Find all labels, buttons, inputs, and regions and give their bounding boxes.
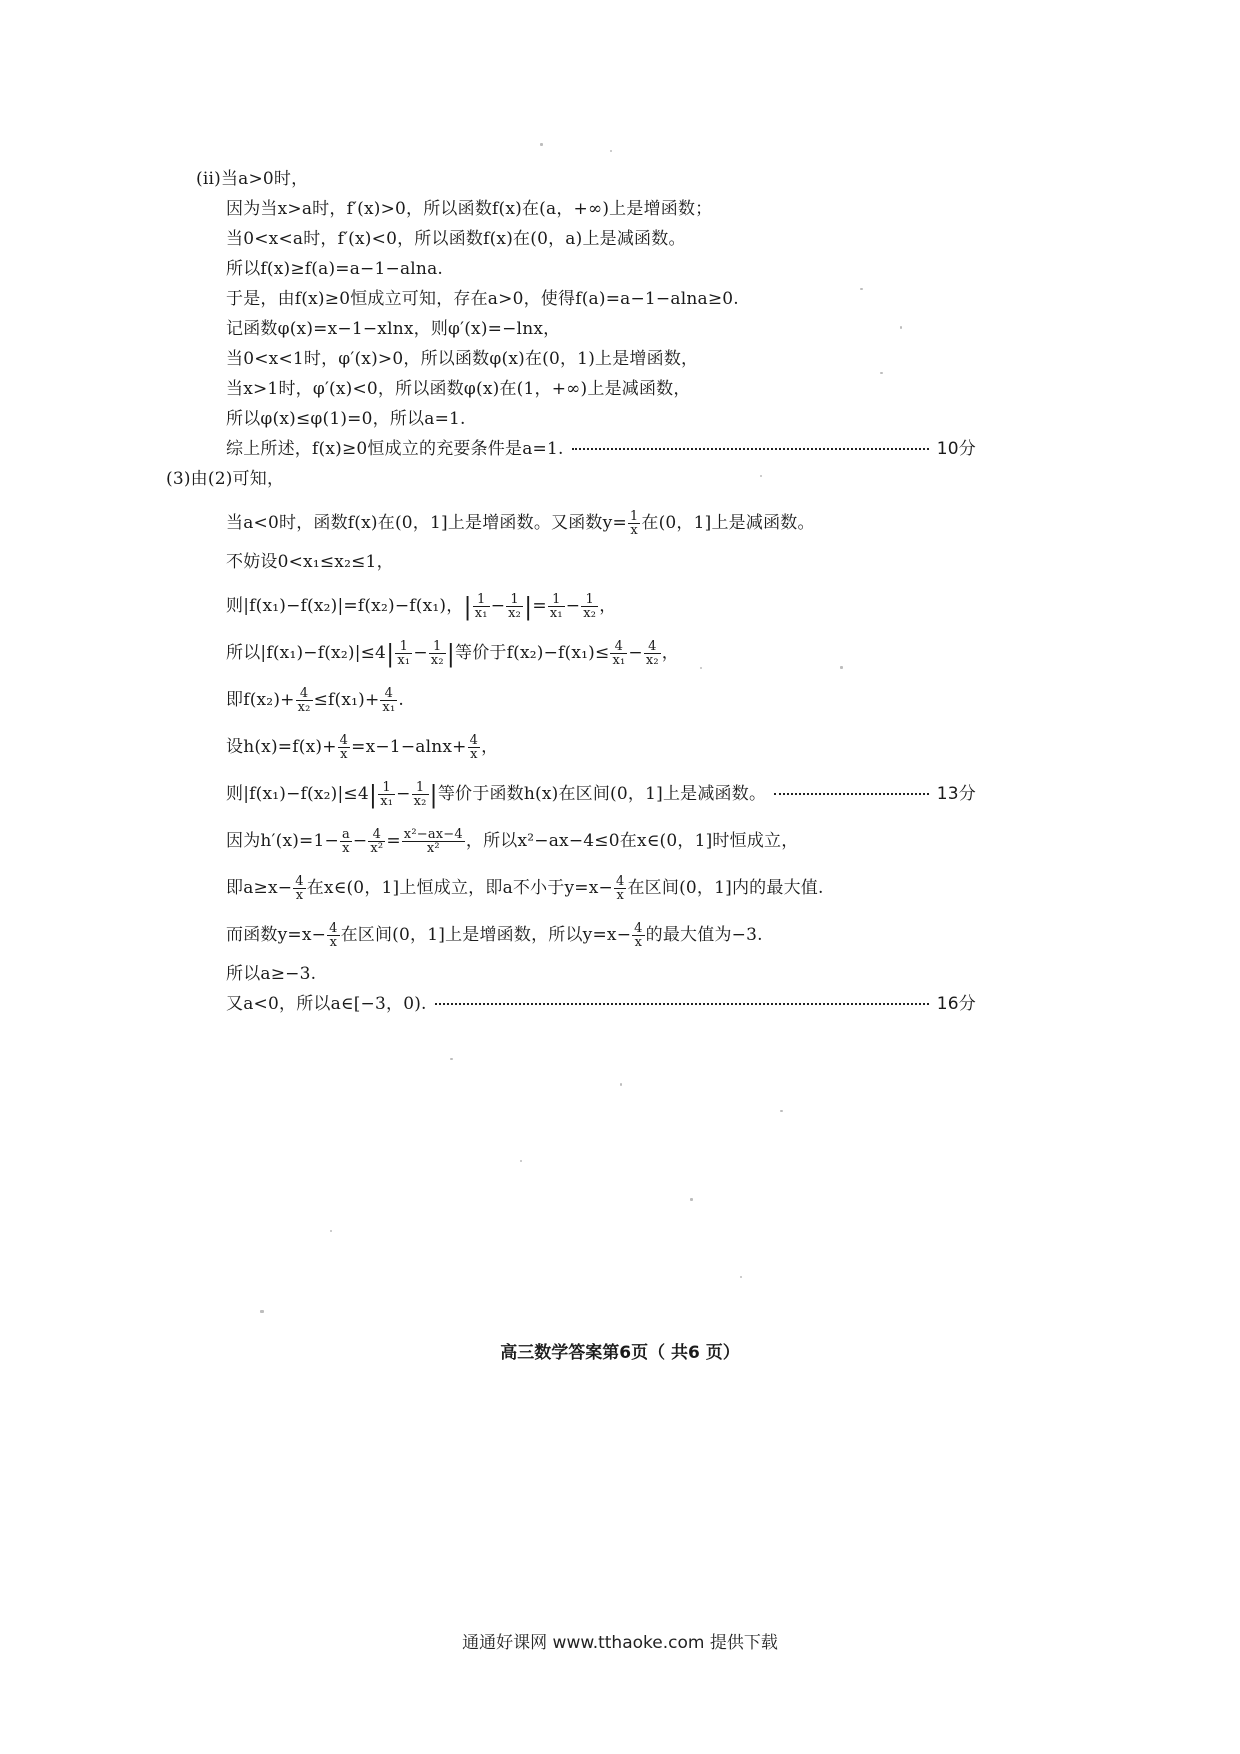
math-line: 即a≥x− $\frac{4}{x}$ 在x∈(0，1]上恒成立，即a不小于y=x− $\frac{4}{x}$ 在区间(0，1]内的最大值. <box>226 874 824 903</box>
math-line: 所以|f(x₁)−f(x₂)|≤4| $\frac{1}{\text{x₁}}$ − $\frac{1}{\text{x₂}}$ |等价于f(x₂)−f(x₁)≤ $\frac{4}{\text{x₁}}$ − $\frac{4}{\text{x₂}}$ ， <box>226 639 679 668</box>
text-line: 因为当x>a时，f′(x)>0，所以函数f(x)在(a，+∞)上是增函数； <box>226 199 713 219</box>
text-line: 所以f(x)≥f(a)=a−1−alna. <box>226 259 444 279</box>
text-line: 不妨设0<x₁≤x₂≤1， <box>226 552 394 572</box>
summary-line <box>196 438 976 460</box>
math-line: 而函数y=x− $\frac{4}{x}$ 在区间(0，1]上是增函数，所以y=x− $\frac{4}{x}$ 的最大值为−3. <box>226 921 763 950</box>
scan-noise <box>520 1160 522 1162</box>
fraction: $\frac{1}{x}$ <box>629 509 639 538</box>
dot-leader <box>572 448 929 450</box>
fraction: $\frac{1}{\text{x₂}}$ <box>413 780 427 809</box>
answer-body <box>166 168 976 1015</box>
text-line: 当x>1时，φ′(x)<0，所以函数φ(x)在(1，+∞)上是减函数， <box>226 379 691 399</box>
fraction: $\frac{4}{\text{x₁}}$ <box>382 686 396 715</box>
fraction: $\frac{a}{x}$ <box>341 827 350 856</box>
fraction: $\frac{4}{\text{x₂}}$ <box>297 686 311 715</box>
text-line: 于是，由f(x)≥0恒成立可知，存在a>0，使得f(a)=a−1−alna≥0. <box>226 289 739 309</box>
score-label: 13分 <box>936 784 976 804</box>
summary-text: 综上所述，f(x)≥0恒成立的充要条件是a=1. <box>226 439 564 459</box>
math-line: 即f(x₂)+ $\frac{4}{\text{x₂}}$ ≤f(x₁)+ $\frac{4}{\text{x₁}}$ . <box>226 686 404 715</box>
dot-leader <box>774 793 929 795</box>
section-3-heading: (3)由(2)可知， <box>166 469 285 489</box>
text-line: 记函数φ(x)=x−1−xlnx，则φ′(x)=−lnx， <box>226 319 561 339</box>
fraction: $\frac{1}{\text{x₂}}$ <box>583 592 597 621</box>
fraction: $\frac{4}{x}$ <box>339 733 349 762</box>
fraction: $\frac{\text{x²−ax−4}}{\text{x²}}$ <box>403 827 463 856</box>
text-line: 当0<x<a时，f′(x)<0，所以函数f(x)在(0，a)上是减函数。 <box>226 229 686 249</box>
math-line: 则|f(x₁)−f(x₂)|=f(x₂)−f(x₁)，| $\frac{1}{\text{x₁}}$ − $\frac{1}{\text{x₂}}$ |= $\frac{1}{\text{x₁}}$ − $\frac{1}{\text{x₂}}$ ， <box>226 592 617 621</box>
dot-leader <box>435 1003 929 1005</box>
fraction: $\frac{4}{\text{x²}}$ <box>370 827 384 856</box>
case-ii-heading: (ii)当a>0时， <box>196 169 309 189</box>
final-line: 又a<0，所以a∈[−3，0). 16分 <box>226 994 976 1014</box>
fraction: $\frac{4}{x}$ <box>295 874 304 903</box>
math-line: 当a<0时，函数f(x)在(0，1]上是增函数。又函数y= $\frac{1}{x}$ 在(0，1]上是减函数。 <box>226 509 815 538</box>
text-line: 所以a≥−3. <box>226 964 317 984</box>
scan-noise <box>610 150 612 152</box>
scan-noise <box>260 1310 264 1313</box>
scan-noise <box>760 475 762 477</box>
score-label: 10分 <box>936 439 976 459</box>
scan-noise <box>540 143 543 146</box>
scan-noise <box>620 1083 622 1086</box>
site-footer: 通通好课网 www.tthaoke.com 提供下载 <box>462 1633 778 1653</box>
fraction: $\frac{4}{\text{x₂}}$ <box>645 639 659 668</box>
page-footer: 高三数学答案第6页（ 共6 页） <box>500 1343 740 1363</box>
fraction: $\frac{1}{\text{x₂}}$ <box>430 639 444 668</box>
fraction: $\frac{4}{x}$ <box>469 733 479 762</box>
fraction: $\frac{4}{\text{x₁}}$ <box>612 639 626 668</box>
scan-noise <box>450 1058 453 1060</box>
fraction: $\frac{4}{x}$ <box>329 921 338 950</box>
fraction: $\frac{1}{\text{x₁}}$ <box>549 592 563 621</box>
fraction: $\frac{1}{\text{x₁}}$ <box>397 639 411 668</box>
fraction: $\frac{4}{x}$ <box>634 921 643 950</box>
text-line: 所以φ(x)≤φ(1)=0，所以a=1. <box>226 409 466 429</box>
score-label: 16分 <box>936 994 976 1014</box>
fraction: $\frac{4}{x}$ <box>616 874 625 903</box>
fraction: $\frac{1}{\text{x₁}}$ <box>474 592 488 621</box>
scan-noise <box>880 372 883 374</box>
text-line: 当0<x<1时，φ′(x)>0，所以函数φ(x)在(0，1)上是增函数， <box>226 349 699 369</box>
scan-noise <box>700 667 702 669</box>
fraction: $\frac{1}{\text{x₂}}$ <box>508 592 522 621</box>
math-line: 则|f(x₁)−f(x₂)|≤4| $\frac{1}{\text{x₁}}$ − $\frac{1}{\text{x₂}}$ |等价于函数h(x)在区间(0，1]上是减函数。 13分 <box>226 780 976 809</box>
scan-noise <box>330 1230 332 1232</box>
fraction: $\frac{1}{\text{x₁}}$ <box>380 780 394 809</box>
scan-noise <box>900 326 902 329</box>
math-line: 因为h′(x)=1− $\frac{a}{x}$ − $\frac{4}{\text{x²}}$ = $\frac{\text{x²−ax−4}}{\text{x²}}$ ，所以x²−ax−4≤0在x∈(0，1]时恒成立， <box>226 827 799 856</box>
math-line: 设h(x)=f(x)+ $\frac{4}{x}$ =x−1−alnx+ $\frac{4}{x}$ ， <box>226 733 499 762</box>
scan-noise <box>840 666 843 669</box>
scan-noise <box>690 1198 693 1201</box>
scan-noise <box>780 1110 783 1112</box>
scan-noise <box>860 288 863 290</box>
scan-noise <box>740 1276 742 1278</box>
